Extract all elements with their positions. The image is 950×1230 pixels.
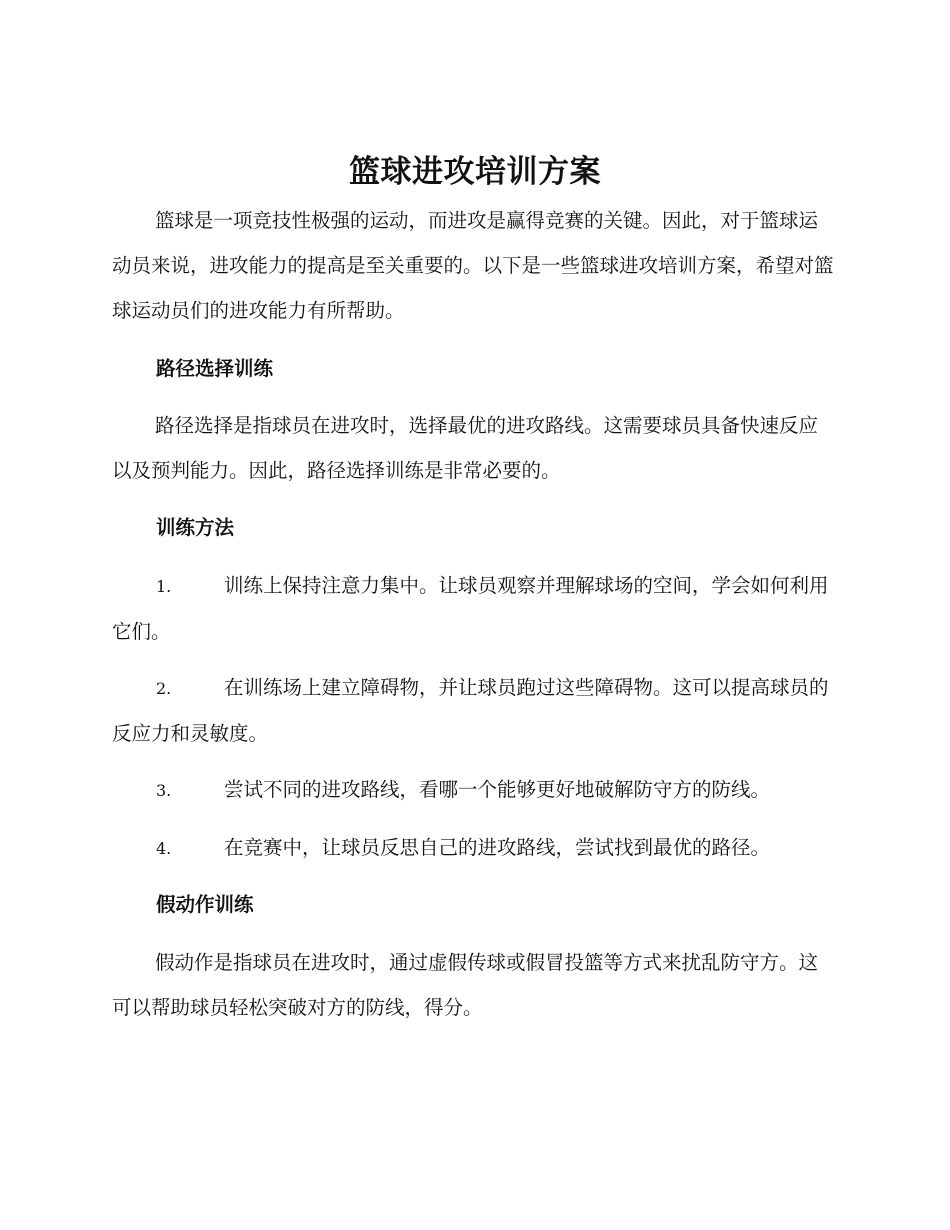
list-item: [112, 665, 834, 756]
list-text: 尝试不同的进攻路线，看哪一个能够更好地破解防守方的防线。: [224, 778, 771, 801]
list-text: 训练上保持注意力集中。让球员观察并理解球场的空间，学会如何利用它们。: [112, 574, 829, 643]
intro-paragraph: 篮球是一项竞技性极强的运动，而进攻是赢得竞赛的关键。因此，对于篮球运动员来说，进攻能力的提高是至关重要的。以下是一些篮球进攻培训方案，希望对篮球运动员们的进攻能力有所帮助。: [112, 209, 834, 322]
list-item: [112, 767, 834, 813]
list-number: 1.: [156, 577, 172, 596]
list-text: 在训练场上建立障碍物，并让球员跑过这些障碍物。这可以提高球员的反应力和灵敏度。: [112, 676, 829, 745]
path-selection-paragraph: 路径选择是指球员在进攻时，选择最优的进攻路线。这需要球员具备快速反应以及预判能力。因此，路径选择训练是非常必要的。: [112, 414, 819, 482]
document-title: 篮球进攻培训方案: [349, 154, 601, 190]
fake-moves-paragraph: 假动作是指球员在进攻时，通过虚假传球或假冒投篮等方式来扰乱防守方。这可以帮助球员轻松突破对方的防线，得分。: [112, 951, 819, 1019]
list-number: 3.: [156, 781, 172, 800]
list-number: 4.: [156, 839, 172, 858]
list-text: 在竞赛中，让球员反思自己的进攻路线，尝试找到最优的路径。: [224, 836, 771, 859]
list-item: [112, 563, 834, 654]
section-heading-path-selection: 路径选择训练: [156, 357, 274, 380]
section-heading-training-methods: 训练方法: [156, 516, 235, 539]
list-number: 2.: [156, 679, 172, 698]
list-item: [112, 825, 834, 871]
section-heading-fake-moves: 假动作训练: [156, 893, 254, 916]
